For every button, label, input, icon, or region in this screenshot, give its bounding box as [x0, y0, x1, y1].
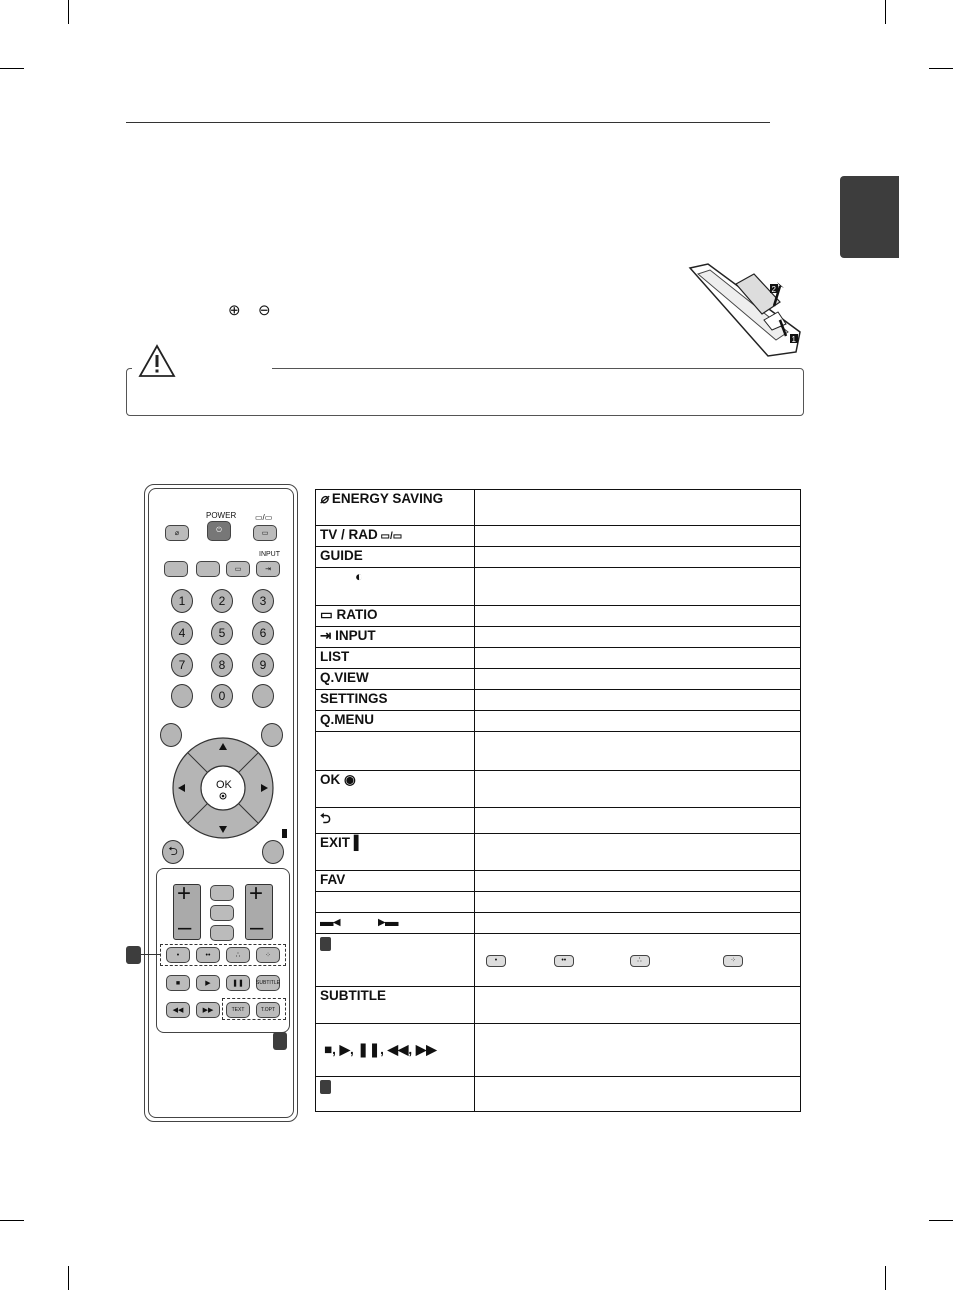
table-row	[316, 987, 801, 1024]
row-desc	[475, 808, 801, 834]
recent-button[interactable]	[210, 925, 234, 941]
yellow-key-button[interactable]: ∴	[226, 947, 250, 963]
q-view-button[interactable]	[252, 684, 274, 708]
row-key	[316, 568, 475, 606]
row-desc	[475, 913, 801, 934]
crop-mark	[68, 1266, 69, 1290]
row-desc	[475, 648, 801, 669]
row-key	[316, 934, 475, 987]
number-1-button[interactable]: 1	[171, 589, 193, 613]
crop-mark	[929, 1220, 953, 1221]
tv-rad-label-icon: ▭/▭	[255, 513, 273, 522]
number-0-button[interactable]: 0	[211, 684, 233, 708]
ok-circle-icon: ◉	[340, 772, 356, 787]
row-desc	[475, 711, 801, 732]
subtitle-button[interactable]: SUBTITLE	[256, 975, 280, 991]
power-button[interactable]: ⏻	[207, 521, 231, 541]
row-key: Q.VIEW	[316, 669, 475, 690]
table-row	[316, 1024, 801, 1077]
exit-button[interactable]	[262, 840, 284, 864]
row-desc	[475, 1077, 801, 1112]
table-row	[316, 526, 801, 547]
callout-badge	[126, 946, 141, 964]
row-key: ▭ RATIO	[316, 606, 475, 627]
table-row	[316, 808, 801, 834]
row-desc	[475, 690, 801, 711]
table-row	[316, 1077, 801, 1112]
t-opt-button[interactable]: T.OPT	[256, 1002, 280, 1018]
av-mode-icon: ◐	[355, 569, 364, 584]
caution-box	[126, 368, 804, 416]
chapter-tab	[840, 176, 899, 258]
playback-icons: ■, ▶, ❚❚, ◀◀, ▶▶	[324, 1042, 437, 1057]
number-8-button[interactable]: 8	[211, 653, 233, 677]
row-desc	[475, 669, 801, 690]
row-desc	[475, 606, 801, 627]
table-row	[316, 732, 801, 771]
ratio-icon: ▭	[320, 607, 337, 622]
table-row	[316, 648, 801, 669]
row-key: SETTINGS	[316, 690, 475, 711]
row-key: ⌀ ENERGY SAVING	[316, 490, 475, 526]
table-row	[316, 547, 801, 568]
row-desc	[475, 732, 801, 771]
crop-mark	[0, 68, 24, 69]
number-4-button[interactable]: 4	[171, 621, 193, 645]
row-key	[316, 732, 475, 771]
row-desc	[475, 568, 801, 606]
callout-badge	[273, 1032, 287, 1050]
number-6-button[interactable]: 6	[252, 621, 274, 645]
callout-badge-inline	[320, 937, 331, 951]
row-key: FAV	[316, 871, 475, 892]
blue-key-icon: ⁘	[723, 955, 743, 967]
energy-icon: ⌀	[320, 491, 332, 506]
text-button[interactable]: TEXT	[226, 1002, 250, 1018]
row-desc	[475, 490, 801, 526]
exit-marker	[282, 829, 287, 838]
number-9-button[interactable]: 9	[252, 653, 274, 677]
minus-polarity-icon: ⊖	[258, 302, 271, 319]
header-rule	[126, 122, 770, 123]
exit-door-icon: ▌	[350, 835, 364, 850]
row-key	[316, 808, 475, 834]
volume-plus-icon: +	[177, 880, 192, 907]
row-desc	[475, 526, 801, 547]
battery-step-1-label: 1	[791, 335, 796, 344]
row-key: OK ◉	[316, 771, 475, 808]
fast-forward-button[interactable]: ▶▶	[196, 1002, 220, 1018]
input-label: INPUT	[259, 551, 280, 558]
av-mode-button[interactable]	[196, 561, 220, 577]
ratio-button[interactable]: ▭	[226, 561, 250, 577]
color-key-icons	[479, 953, 796, 968]
number-7-button[interactable]: 7	[171, 653, 193, 677]
row-key	[316, 1077, 475, 1112]
red-key-button[interactable]: •	[166, 947, 190, 963]
table-row	[316, 568, 801, 606]
mute-button[interactable]	[210, 905, 234, 921]
tv-radio-icon: ▭/▭	[377, 531, 403, 542]
battery-cover-illustration	[688, 262, 804, 358]
rewind-button[interactable]: ◀◀	[166, 1002, 190, 1018]
back-arrow-icon: ⮌	[320, 811, 331, 826]
row-key	[316, 1024, 475, 1077]
row-key: EXIT ▌	[316, 834, 475, 871]
play-button[interactable]: ▶	[196, 975, 220, 991]
stop-button[interactable]: ■	[166, 975, 190, 991]
button-reference-table	[315, 489, 801, 1112]
table-row	[316, 913, 801, 934]
battery-step-2-label: 2	[771, 285, 776, 294]
input-icon: ⇥	[320, 628, 336, 643]
guide-button[interactable]	[164, 561, 188, 577]
row-desc	[475, 1024, 801, 1077]
energy-saving-button[interactable]: ⌀	[165, 525, 189, 541]
red-key-icon: •	[486, 955, 506, 967]
table-row	[316, 834, 801, 871]
callout-badge-inline	[320, 1080, 331, 1094]
table-row	[316, 711, 801, 732]
crop-mark	[885, 1266, 886, 1290]
back-button[interactable]: ⮌	[162, 840, 184, 864]
row-key: Q.MENU	[316, 711, 475, 732]
row-key	[316, 892, 475, 913]
row-key: LIST	[316, 648, 475, 669]
table-row	[316, 627, 801, 648]
ok-button[interactable]: OK	[216, 779, 232, 791]
number-5-button[interactable]: 5	[211, 621, 233, 645]
row-desc	[475, 771, 801, 808]
row-key: ⇥ INPUT	[316, 627, 475, 648]
right-arrow-icon: ▸▬	[378, 914, 399, 929]
table-row	[316, 490, 801, 526]
channel-minus-icon: –	[250, 914, 264, 941]
row-key: GUIDE	[316, 547, 475, 568]
power-label: POWER	[206, 511, 237, 520]
plus-polarity-icon: ⊕	[228, 302, 241, 319]
row-desc	[475, 627, 801, 648]
tv-rad-button[interactable]: ▭	[253, 525, 277, 541]
pause-button[interactable]: ❚❚	[226, 975, 250, 991]
row-desc	[475, 892, 801, 913]
row-desc	[475, 547, 801, 568]
yellow-key-icon: ∴	[630, 955, 650, 967]
row-desc	[475, 871, 801, 892]
list-button[interactable]	[171, 684, 193, 708]
left-arrow-icon: ▬◂	[320, 914, 341, 929]
table-row	[316, 771, 801, 808]
blue-key-button[interactable]: ⁘	[256, 947, 280, 963]
crop-mark	[68, 0, 69, 24]
crop-mark	[929, 68, 953, 69]
table-row	[316, 690, 801, 711]
callout-line	[141, 954, 160, 955]
crop-mark	[0, 1220, 24, 1221]
table-row	[316, 934, 801, 987]
row-key: SUBTITLE	[316, 987, 475, 1024]
volume-minus-icon: –	[178, 914, 192, 941]
table-row	[316, 871, 801, 892]
row-key	[316, 913, 475, 934]
channel-plus-icon: +	[249, 880, 264, 907]
row-desc	[475, 834, 801, 871]
table-row	[316, 892, 801, 913]
fav-button[interactable]	[210, 885, 234, 901]
green-key-button[interactable]: ••	[196, 947, 220, 963]
table-row	[316, 669, 801, 690]
green-key-icon: ••	[554, 955, 574, 967]
caution-icon	[138, 344, 176, 378]
row-desc	[475, 934, 801, 987]
number-3-button[interactable]: 3	[252, 589, 274, 613]
row-desc	[475, 987, 801, 1024]
table-row	[316, 606, 801, 627]
number-2-button[interactable]: 2	[211, 589, 233, 613]
row-key: TV / RAD ▭/▭	[316, 526, 475, 547]
input-button[interactable]: ⇥	[256, 561, 280, 577]
crop-mark	[885, 0, 886, 24]
